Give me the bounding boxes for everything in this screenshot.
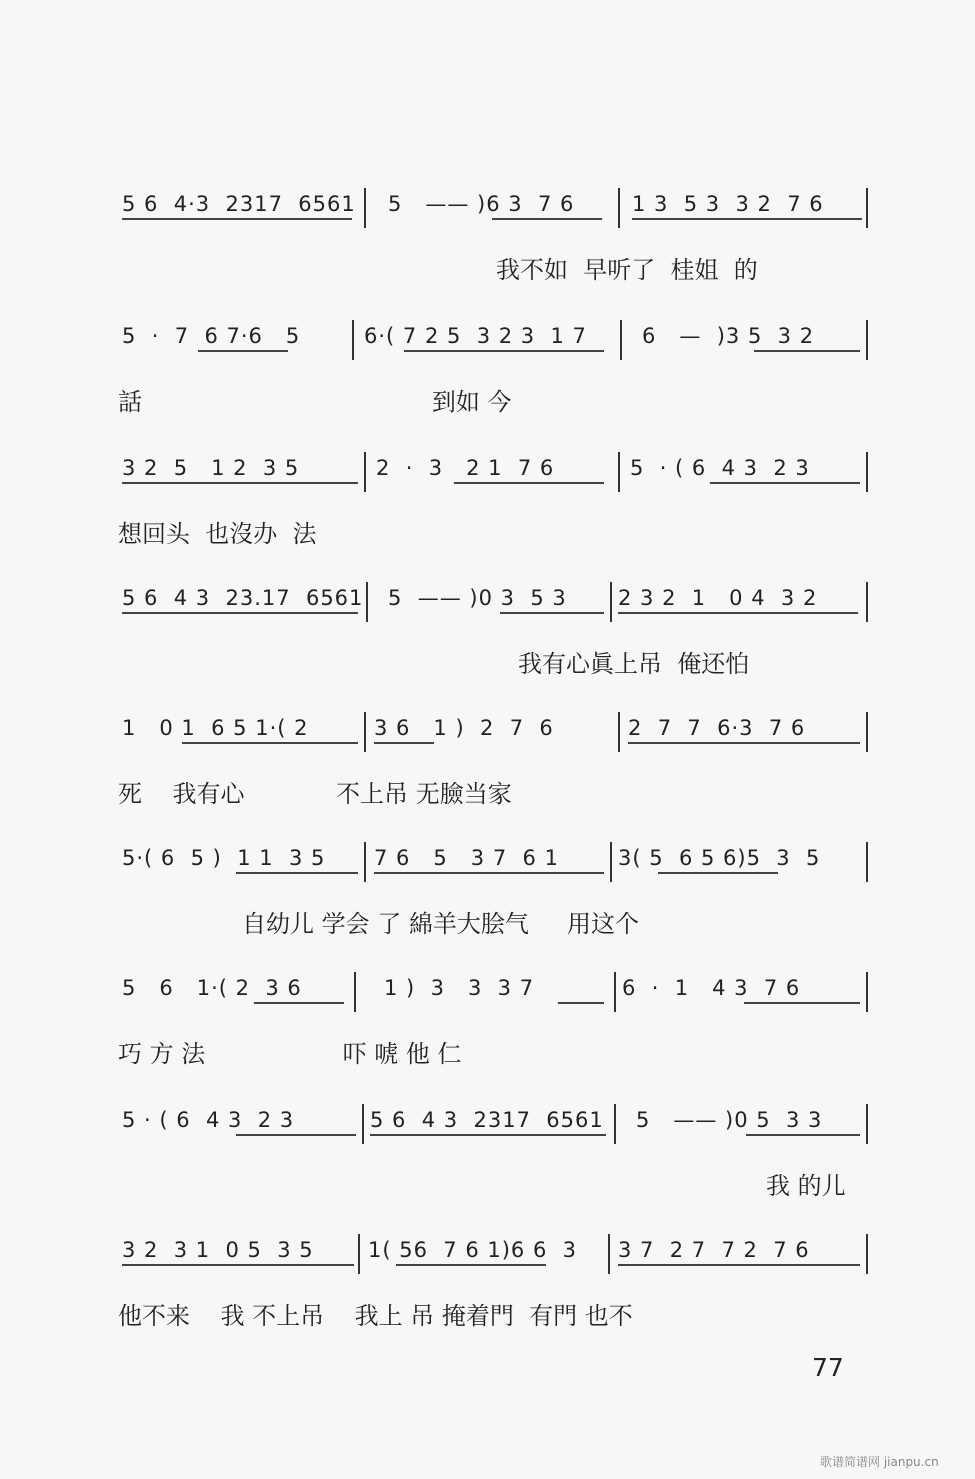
notation-line — [118, 1104, 870, 1144]
barline — [364, 712, 366, 752]
barline — [610, 582, 612, 622]
beam-line — [122, 482, 358, 484]
lyrics-line: 想回头 也沒办 法 — [118, 520, 317, 548]
measure: 1 3 5 3 3 2 7 6 — [632, 192, 824, 216]
beam-line — [404, 350, 604, 352]
notation-line — [118, 582, 870, 622]
lyrics-line: 話 到如 今 — [118, 388, 512, 416]
barline — [866, 1234, 868, 1274]
measure: 5 6 4·3 2317 6561 — [122, 192, 356, 216]
beam-line — [374, 872, 604, 874]
barline — [618, 712, 620, 752]
beam-line — [396, 1264, 546, 1266]
measure: 1( 56 7 6 1)6 6 3 — [368, 1238, 578, 1262]
notation-line — [118, 452, 870, 492]
barline — [866, 972, 868, 1012]
barline — [866, 188, 868, 228]
measure: 5 6 1·( 2 3 6 — [122, 976, 302, 1000]
beam-line — [658, 872, 778, 874]
measure: 3 6 1 ) 2 7 6 — [374, 716, 554, 740]
lyrics-line: 我有心眞上吊 俺还怕 — [518, 650, 750, 678]
beam-line — [182, 742, 358, 744]
notation-line — [118, 1234, 870, 1274]
measure: 3( 5 6 5 6)5 3 5 — [618, 846, 821, 870]
barline — [608, 1234, 610, 1274]
barline — [358, 1234, 360, 1274]
page-number: 77 — [812, 1353, 844, 1382]
beam-line — [618, 612, 858, 614]
beam-line — [500, 612, 604, 614]
measure: 2 3 2 1 0 4 3 2 — [618, 586, 818, 610]
measure: 5 · ( 6 4 3 2 3 — [630, 456, 810, 480]
barline — [614, 1104, 616, 1144]
barline — [866, 712, 868, 752]
barline — [354, 972, 356, 1012]
measure: 2 7 7 6·3 7 6 — [628, 716, 806, 740]
beam-line — [122, 218, 352, 220]
barline — [364, 842, 366, 882]
measure: 7 6 5 3 7 6 1 — [374, 846, 559, 870]
measure: 5 —— )6 3 7 6 — [388, 192, 575, 216]
beam-line — [746, 1134, 860, 1136]
barline — [866, 320, 868, 360]
barline — [366, 582, 368, 622]
lyrics-line: 巧 方 法 吓 唬 他 仁 — [118, 1040, 462, 1068]
measure: 1 0 1 6 5 1·( 2 — [122, 716, 309, 740]
notation-line — [118, 842, 870, 882]
measure: 5 6 4 3 2317 6561 — [370, 1108, 604, 1132]
measure: 2 · 3 2 1 7 6 — [376, 456, 555, 480]
measure: 5 —— )0 3 5 3 — [388, 586, 567, 610]
measure: 6 — )3 5 3 2 — [642, 324, 815, 348]
measure: 3 7 2 7 7 2 7 6 — [618, 1238, 810, 1262]
beam-line — [122, 612, 358, 614]
lyrics-line: 死 我有心 不上吊 无臉当家 — [118, 780, 512, 808]
barline — [866, 842, 868, 882]
barline — [352, 320, 354, 360]
notation-line — [118, 972, 870, 1012]
measure: 5 —— )0 5 3 3 — [636, 1108, 823, 1132]
notation-line — [118, 320, 870, 360]
barline — [362, 1104, 364, 1144]
barline — [364, 452, 366, 492]
site-watermark: 歌谱简谱网 jianpu.cn — [820, 1455, 939, 1469]
measure: 3 2 5 1 2 3 5 — [122, 456, 300, 480]
beam-line — [370, 1134, 606, 1136]
lyrics-line: 他不来 我 不上吊 我上 吊 掩着門 有門 也不 — [118, 1302, 633, 1330]
barline — [614, 972, 616, 1012]
measure: 5 · 7 6 7·6 5 — [122, 324, 301, 348]
measure: 3 2 3 1 0 5 3 5 — [122, 1238, 314, 1262]
notation-line — [118, 188, 870, 228]
measure: 5·( 6 5 ) 1 1 3 5 — [122, 846, 326, 870]
lyrics-line: 我 的儿 — [766, 1172, 846, 1200]
lyrics-line: 自幼儿 学会 了 綿羊大脍气 用这个 — [242, 910, 640, 938]
measure: 6·( 7 2 5 3 2 3 1 7 — [364, 324, 587, 348]
beam-line — [236, 872, 358, 874]
beam-line — [122, 1264, 354, 1266]
beam-line — [198, 350, 288, 352]
beam-line — [618, 1264, 860, 1266]
beam-line — [374, 742, 434, 744]
beam-line — [632, 218, 862, 220]
barline — [866, 582, 868, 622]
measure: 5 · ( 6 4 3 2 3 — [122, 1108, 295, 1132]
beam-line — [492, 218, 602, 220]
beam-line — [754, 350, 860, 352]
beam-line — [454, 482, 604, 484]
measure: 5 6 4 3 23.17 6561 — [122, 586, 364, 610]
barline — [620, 320, 622, 360]
beam-line — [236, 1134, 356, 1136]
barline — [610, 842, 612, 882]
barline — [364, 188, 366, 228]
beam-line — [744, 1002, 860, 1004]
barline — [618, 452, 620, 492]
measure: 1 ) 3 3 3 7 — [384, 976, 535, 1000]
lyrics-line: 我不如 早听了 桂姐 的 — [496, 256, 758, 284]
barline — [618, 188, 620, 228]
beam-line — [628, 742, 860, 744]
beam-line — [558, 1002, 604, 1004]
beam-line — [710, 482, 860, 484]
barline — [866, 1104, 868, 1144]
measure: 6 · 1 4 3 7 6 — [622, 976, 801, 1000]
notation-line — [118, 712, 870, 752]
barline — [866, 452, 868, 492]
beam-line — [254, 1002, 344, 1004]
